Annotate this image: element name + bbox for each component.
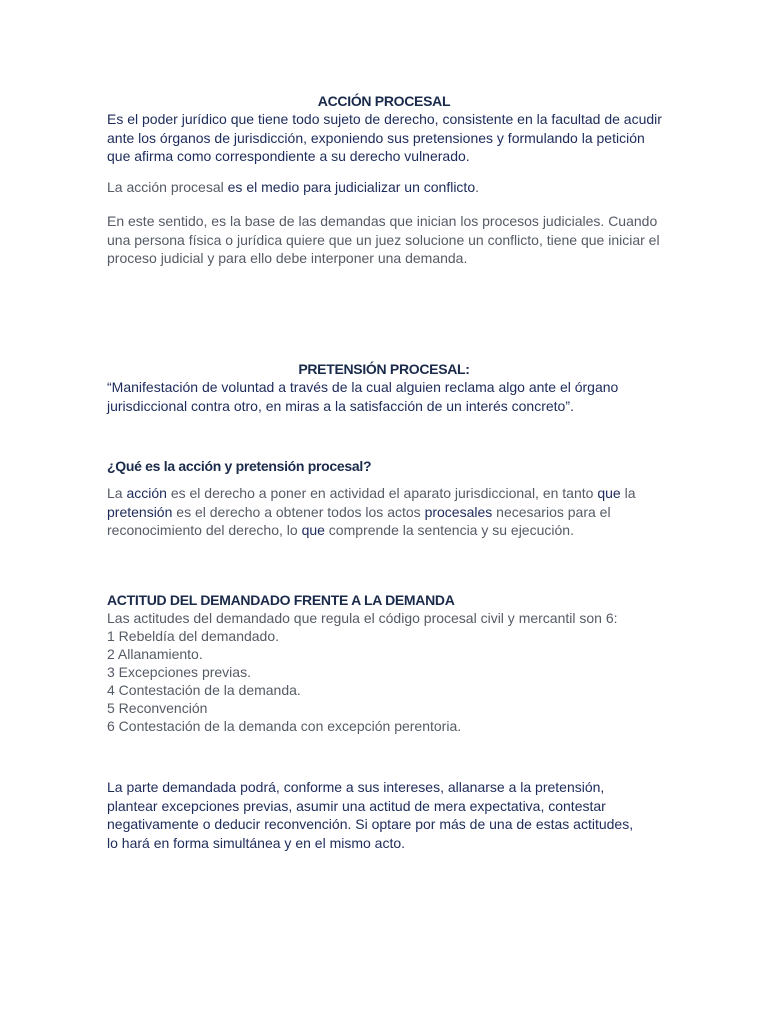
- list-item: 5 Reconvención: [107, 700, 208, 716]
- que-es-text-1: La: [107, 485, 127, 501]
- keyword-que-2: que: [301, 522, 325, 538]
- list-item: 1 Rebeldía del demandado.: [107, 628, 280, 644]
- quote-close-mark: ”.: [565, 397, 574, 414]
- que-es-paragraph: [107, 484, 667, 540]
- actitud-title: ACTITUD DEL DEMANDADO FRENTE A LA DEMANDA: [107, 592, 455, 608]
- accion-medio-pre: La acción procesal: [107, 179, 228, 195]
- list-item: 2 Allanamiento.: [107, 646, 203, 662]
- actitud-intro: Las actitudes del demandado que regula el código procesal civil y mercantil son 6:: [107, 610, 618, 626]
- actitud-closing: La parte demandada podrá, conforme a sus intereses, allanarse a la pretensión, plantear excepciones previas, asumir una actitud de mera expectativa, contestar negativamente o deducir reconvención. Si optare por más de una de estas actitudes, lo hará en forma simultánea y en el mismo acto.: [107, 779, 634, 851]
- que-es-title: ¿Qué es la acción y pretensión procesal?: [107, 458, 372, 474]
- accion-title: ACCIÓN PROCESAL: [317, 93, 451, 109]
- que-es-text-6: comprende la sentencia y su ejecución.: [324, 522, 574, 538]
- list-item: 6 Contestación de la demanda con excepción perentoria.: [107, 718, 462, 734]
- pretension-quote: [107, 378, 647, 415]
- accion-medio-highlight: es el medio para judicializar un conflicto: [227, 179, 476, 195]
- keyword-procesales: procesales: [424, 503, 493, 520]
- que-es-text-3: la: [620, 485, 636, 501]
- actitud-list: [107, 609, 667, 735]
- que-es-text-2: es el derecho a poner en actividad el aparato jurisdiccional, en tanto: [166, 485, 598, 501]
- keyword-que: que: [597, 485, 621, 501]
- pretension-quote-text: Manifestación de voluntad a través de la cual alguien reclama algo ante el órgano jurisdiccional contra otro, en miras a la satisfacción de un interés concreto: [107, 379, 619, 414]
- keyword-pretension: pretensión: [107, 503, 173, 520]
- accion-medio-paragraph: [107, 178, 667, 197]
- accion-definition: Es el poder jurídico que tiene todo sujeto de derecho, consistente en la facultad de acudir ante los órganos de jurisdicción, exponiendo sus pretensiones y formulando la petición que afirma como correspondiente a su derecho vulnerado.: [107, 111, 662, 164]
- que-es-text-5: necesarios para el reconocimiento del derecho, lo: [107, 503, 611, 538]
- list-item: 4 Contestación de la demanda.: [107, 682, 301, 698]
- que-es-text-4: es el derecho a obtener todos los actos: [172, 503, 425, 520]
- list-item: 3 Excepciones previas.: [107, 664, 251, 680]
- pretension-title: PRETENSIÓN PROCESAL:: [298, 361, 470, 377]
- keyword-accion: acción: [126, 485, 167, 501]
- quote-open-mark: “: [107, 379, 112, 395]
- accion-medio-post: .: [475, 179, 479, 195]
- accion-sentido-paragraph: En este sentido, es la base de las demandas que inician los procesos judiciales. Cuando una persona física o jurídica quiere que un juez solucione un conflicto, tiene que iniciar el proceso judicial y para ello debe interponer una demanda.: [107, 213, 660, 266]
